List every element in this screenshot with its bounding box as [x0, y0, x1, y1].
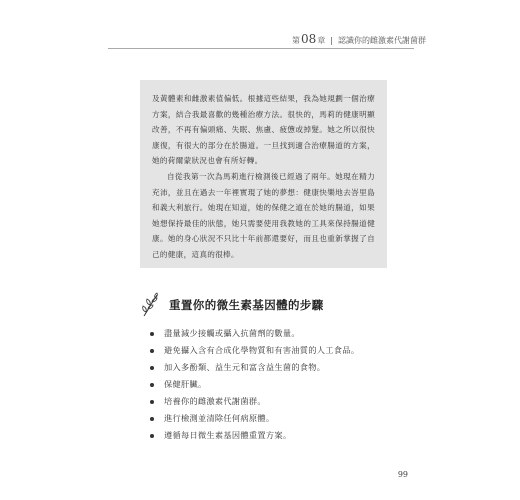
bullet-icon	[150, 332, 154, 336]
chapter-prefix: 第	[292, 36, 301, 45]
case-paragraph-2: 自從我第一次為馬莉進行檢測後已經過了兩年。她現在精力充沛，並且在過去一年裡實現了她的夢想：健康快樂地去峇里島和義大利旅行。她現在知道，她的保健之道在於她的腸道，如果她想保持最佳的狀態，她只需要使用我教她的工具來保持腸道健康。她的身心狀況不只比十年前都還要好，而且也重新掌握了自己的健康，這真的很棒。	[152, 171, 375, 259]
page-number: 99	[397, 470, 408, 479]
case-paragraph-1: 及黃體素和雌激素值偏低。根據這些結果，我為她規劃一個治療方案，結合我最喜歡的幾種治療方法。很快的，馬莉的健康明顯改善，不再有偏頭痛、失眠、焦慮、疲憊或掉髮。她之所以很快康復，有很大的部分在於腸道。一旦找到適合治療腸道的方案，她的荷爾蒙狀況也會有所好轉。	[152, 94, 375, 166]
list-item-text: 避免攝入含有合成化學物質和有害油質的人工食品。	[164, 345, 360, 355]
list-item	[150, 359, 359, 376]
header-separator: |	[330, 36, 333, 45]
list-item	[150, 325, 359, 342]
list-item-text: 保健肝臟。	[164, 379, 207, 389]
bullet-icon	[150, 417, 154, 421]
bullet-icon	[150, 349, 154, 353]
list-item	[150, 376, 359, 393]
bullet-icon	[150, 434, 154, 438]
header-rule	[108, 48, 414, 49]
list-item	[150, 393, 359, 410]
steps-list	[150, 325, 359, 444]
list-item-text: 進行檢測並清除任何病原體。	[164, 413, 275, 423]
chapter-number: 08	[301, 32, 317, 46]
chapter-title: 認識你的雌激素代謝菌群	[338, 36, 426, 45]
list-item-text: 遵循每日微生素基因體重置方案。	[164, 430, 292, 440]
list-item-text: 盡量減少接觸或攝入抗菌劑的數量。	[164, 328, 300, 338]
bullet-icon	[150, 400, 154, 404]
chapter-suffix: 章	[317, 36, 326, 45]
list-item	[150, 410, 359, 427]
list-item	[150, 427, 359, 444]
case-study-box	[140, 80, 387, 268]
herb-sprig-icon	[140, 292, 164, 318]
section-title: 重置你的微生素基因體的步驟	[169, 298, 324, 312]
list-item-text: 培養你的雌激素代謝菌群。	[164, 396, 266, 406]
running-header	[292, 32, 426, 46]
bullet-icon	[150, 366, 154, 370]
section-heading	[140, 292, 324, 318]
list-item-text: 加入多酚類、益生元和富含益生菌的食物。	[164, 362, 326, 372]
list-item	[150, 342, 359, 359]
bullet-icon	[150, 383, 154, 387]
